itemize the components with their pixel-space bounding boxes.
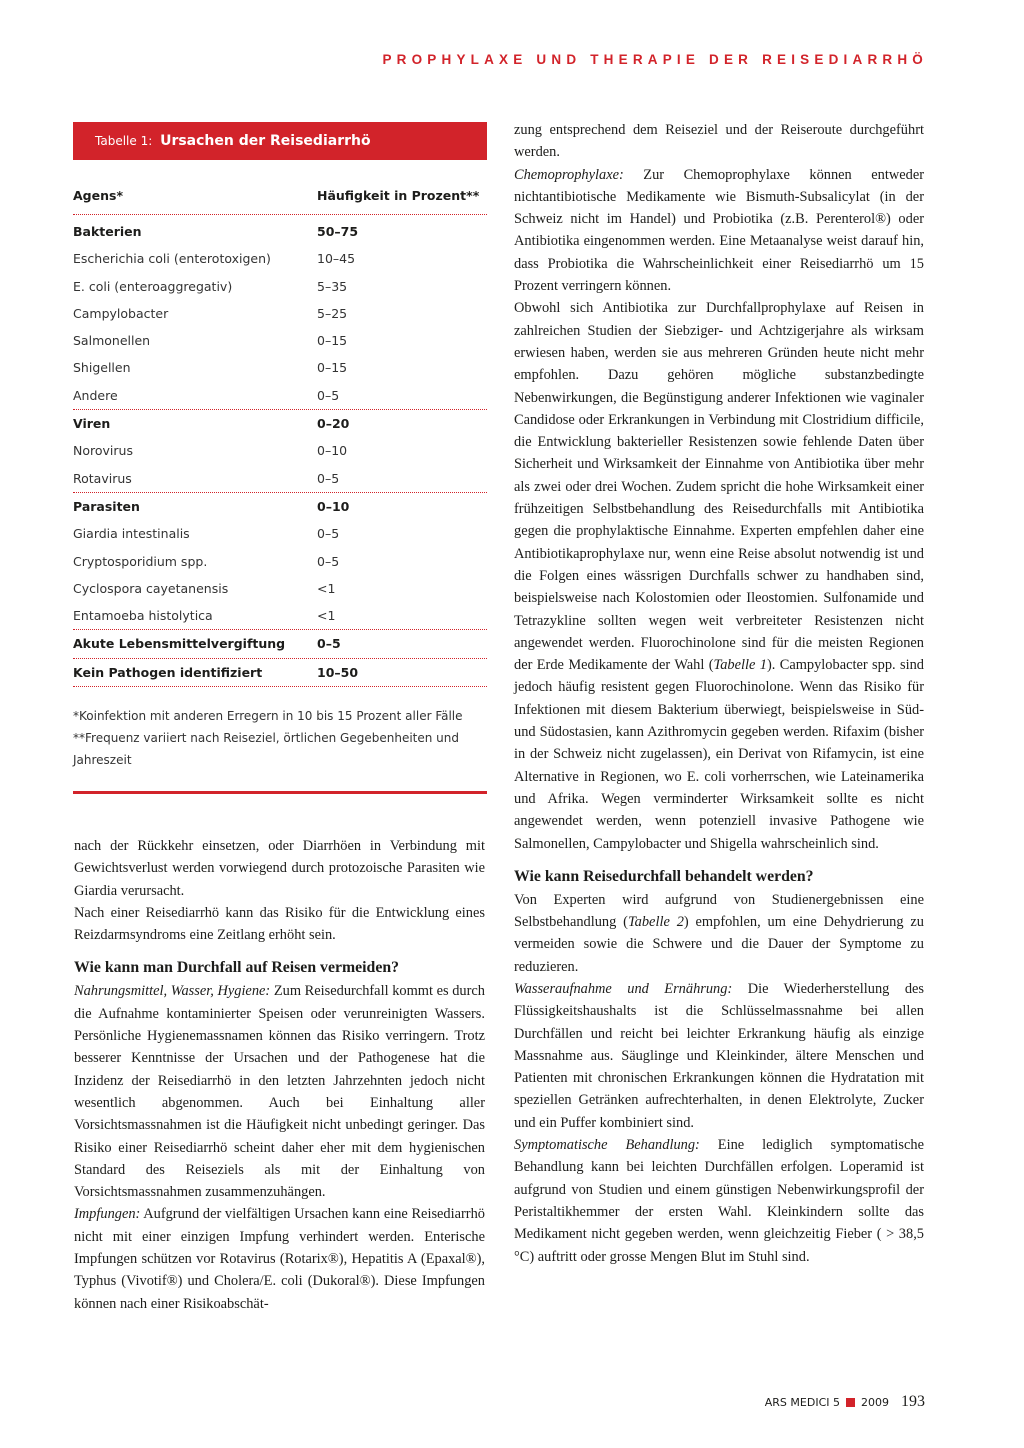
table-header-frequency: Häufigkeit in Prozent** <box>317 188 480 203</box>
paragraph: nach der Rückkehr einsetzen, oder Diarrhöen in Verbindung mit Gewichtsverlust werden vorwiegend durch protozoische Parasiten wie Giardia verursacht. <box>74 838 485 899</box>
paragraph: Impfungen: Aufgrund der vielfältigen Ursachen kann eine Reisediarrhö nicht mit einer einzigen Impfung verhindert werden. Enterische Impfungen schützen vor Rotavirus (Rotarix®), Hepatitis A (Epaxal®), Typhus (Vivotif®) und Cholera/E. coli (Dukoral®). Diese Impfungen können nach einer Risikoabschät- <box>74 1206 485 1312</box>
right-column-text <box>514 119 924 1268</box>
table-row <box>73 245 487 272</box>
table-cell-frequency: 0–5 <box>317 387 340 403</box>
table-cell-agens: Salmonellen <box>73 333 151 349</box>
table-cell-frequency: 0–10 <box>317 443 348 459</box>
table-cell-frequency: 5–25 <box>317 305 348 321</box>
table-row <box>73 437 487 464</box>
table-cell-agens: Kein Pathogen identifiziert <box>73 664 263 680</box>
table-cell-frequency: <1 <box>317 580 336 596</box>
table-row <box>73 327 487 354</box>
paragraph: Nahrungsmittel, Wasser, Hygiene: Zum Reisedurchfall kommt es durch die Aufnahme kontaminierter Speisen oder verunreinigten Wassers. Persönliche Hygienemassnamen können das Risiko verringern. Trotz besserer Kenntnisse der Ursachen und der Pathogenese hat die Inzidenz der Reisediarrhö in den letzten Jahrzehnten jedoch nicht wesentlich abgenommen. Auch bei Einhaltung aller Vorsichtsmassnahmen ist die Häufigkeit nicht unbedingt geringer. Das Risiko einer Reisediarrhö scheint daher eher mit dem hygienischen Standard des Reiseziels als mit der Einhaltung von Vorsichtsmassnahmen zusammenzuhängen. <box>74 983 485 1201</box>
table-cell-agens: Escherichia coli (enterotoxigen) <box>73 251 271 267</box>
table-cell-frequency: 10–45 <box>317 251 356 267</box>
table-row <box>73 493 487 520</box>
table-cell-frequency: 0–5 <box>317 636 341 652</box>
table-cell-frequency: 0–5 <box>317 553 340 569</box>
table-header-agens: Agens* <box>73 188 123 203</box>
table-title: Ursachen der Reisediarrhö <box>160 133 371 149</box>
table-cell-frequency: 0–15 <box>317 333 348 349</box>
table-cell-frequency: 0–15 <box>317 360 348 376</box>
table-1 <box>73 122 487 794</box>
table-row <box>73 465 487 493</box>
table-row <box>73 300 487 327</box>
left-column-text <box>74 835 485 1315</box>
table-cell-agens: Shigellen <box>73 360 131 376</box>
table-row <box>73 575 487 602</box>
table-cell-agens: Cryptosporidium spp. <box>73 553 208 569</box>
table-row <box>73 548 487 575</box>
table-row <box>73 410 487 437</box>
table-cell-agens: Parasiten <box>73 498 140 514</box>
paragraph: Chemoprophylaxe: Zur Chemoprophylaxe können entweder nichtantibiotische Medikamente wie Bismuth-Subsalicylat (in der Schweiz nicht im Handel) und Probiotika (z.B. Perenterol®) oder Antibiotika eingenommen werden. Eine Metaanalyse weist darauf hin, dass Probiotika die Wahrscheinlichkeit einer Reisediarrhö um 15 Prozent verringern können. <box>514 166 924 295</box>
paragraph: zung entsprechend dem Reiseziel und der Reiseroute durchgeführt werden. <box>514 122 924 161</box>
table-cell-agens: Norovirus <box>73 443 133 459</box>
table-cell-agens: Rotavirus <box>73 470 132 486</box>
table-body <box>73 218 487 687</box>
paragraph: Obwohl sich Antibiotika zur Durchfallprophylaxe auf Reisen in zahlreichen Studien der Siebziger- und Achtzigerjahre als wirksam erwiesen haben, werden sie aus mehreren Gründen heute nicht mehr empfohlen. Dazu gehören mögliche substanzbedingte Nebenwirkungen, die Begünstigung anderer Infektionen wie vaginaler Candidose oder Erkrankungen in Verbindung mit Clostridium difficile, die Entwicklung bakterieller Resistenzen sowie fehlende Daten über Sicherheit und Wirksamkeit der Einnahme von Antibiotika über mehr als zwei oder drei Wochen. Zudem spricht die hohe Wirksamkeit einer frühzeitigen Selbstbehandlung des Reisedurchfalls mit Antibiotika gegen die prophylaktische Einnahme. Experten empfehlen daher eine Antibiotikaprophylaxe nur, wenn eine Reise absolut notwendig ist und die Folgen eines wässrigen Durchfalls schwer zu handhaben sind, beispielsweise nach Kolostomien oder Ileostomien. Sulfonamide und Tetrazykline sollten wegen weit verbreiteter Resistenzen nicht angewendet werden. Fluorochinolone sind für die meisten Regionen der Erde Medikamente der Wahl (Tabelle 1). Campylobacter spp. sind jedoch häufig resistent gegen Fluorochinolone. Wenn das Risiko für Infektionen mit diesem Bakterium überwiegt, beispielsweise in Süd- und Südostasien, kann Azithromycin gegeben werden. Rifaxim (bisher in der Schweiz nicht zugelassen), ein Derivat von Rifamycin, ist eine Alternative in Regionen, wo E. coli vorherrschen, wie Lateinamerika und Afrika. Wegen verminderter Wirksamkeit sollte es nicht angewendet werden, wenn potenziell invasive Pathogene wie Salmonellen, Campylobacter und Shigella wahrscheinlich sind. <box>514 300 924 852</box>
table-title-bar <box>73 122 487 160</box>
table-cell-frequency: 0–5 <box>317 470 340 486</box>
paragraph: Von Experten wird aufgrund von Studienergebnissen eine Selbstbehandlung (Tabelle 2) empfohlen, um eine Dehydrierung zu vermeiden sowie die Schwere und die Dauer der Symptome zu reduzieren. <box>514 891 924 975</box>
table-cell-agens: Entamoeba histolytica <box>73 608 213 624</box>
red-square-icon <box>846 1398 855 1407</box>
table-row <box>73 273 487 300</box>
table-cell-agens: Andere <box>73 387 118 403</box>
table-cell-agens: E. coli (enteroaggregativ) <box>73 278 233 294</box>
table-row <box>73 218 487 245</box>
table-row <box>73 520 487 547</box>
table-cell-frequency: 0–5 <box>317 526 340 542</box>
section-heading: Wie kann man Durchfall auf Reisen vermeiden? <box>74 959 400 977</box>
table-cell-agens: Campylobacter <box>73 305 169 321</box>
journal-name: ARS MEDICI 5 <box>764 1395 840 1409</box>
table-row <box>73 630 487 658</box>
table-row <box>73 659 487 687</box>
page-footer <box>765 1393 925 1411</box>
paragraph: Nach einer Reisediarrhö kann das Risiko für die Entwicklung eines Reizdarmsyndroms eine Zeitlang erhöht sein. <box>74 904 485 944</box>
table-cell-agens: Viren <box>73 416 111 432</box>
table-cell-agens: Giardia intestinalis <box>73 526 190 542</box>
table-footnotes <box>73 705 487 771</box>
table-cell-frequency: <1 <box>317 608 336 624</box>
table-cell-frequency: 5–35 <box>317 278 348 294</box>
page-number: 193 <box>901 1393 925 1410</box>
journal-year: 2009 <box>861 1395 889 1409</box>
table-cell-frequency: 0–10 <box>317 498 350 514</box>
table-cell-frequency: 50–75 <box>317 224 359 239</box>
section-heading: Wie kann Reisedurchfall behandelt werden? <box>514 867 814 885</box>
table-footnote-1: *Koinfektion mit anderen Erregern in 10 bis 15 Prozent aller Fälle <box>73 709 463 724</box>
table-cell-agens: Akute Lebensmittelvergiftung <box>73 636 286 652</box>
table-row <box>73 354 487 381</box>
table-row <box>73 602 487 630</box>
table-cell-frequency: 0–20 <box>317 416 350 432</box>
table-cell-agens: Bakterien <box>73 224 142 239</box>
table-cell-agens: Cyclospora cayetanensis <box>73 580 229 596</box>
table-label: Tabelle 1: <box>95 134 153 148</box>
table-row <box>73 382 487 410</box>
paragraph: Wasseraufnahme und Ernährung: Die Wiederherstellung des Flüssigkeitshaushalts ist die Schlüsselmassnahme bei allen Durchfällen und reicht bei leichter Erkrankung häufig als einzige Massnahme aus. Säuglinge und Kleinkinder, ältere Menschen und Patienten mit chronischen Erkrankungen können die Hydratation mit speziellen Getränken aufrechterhalten, in denen Elektrolyte, Zucker und ein Puffer kombiniert sind. <box>514 980 925 1131</box>
table-header-row <box>73 188 487 215</box>
running-header: PROPHYLAXE UND THERAPIE DER REISEDIARRHÖ <box>382 52 928 67</box>
table-footnote-2: **Frequenz variiert nach Reiseziel, örtlichen Gegebenheiten und Jahreszeit <box>73 731 460 768</box>
paragraph: Symptomatische Behandlung: Eine lediglich symptomatische Behandlung kann bei leichten Durchfällen erfolgen. Loperamid ist aufgrund von Studien und einem günstigen Nebenwirkungsprofil der Peristaltikhemmer der ersten Wahl. Kleinkindern sollte das Medikament nicht gegeben werden, wenn gleichzeitig Fieber ( > 38,5 °C) auftritt oder grosse Mengen Blut im Stuhl sind. <box>514 1137 924 1265</box>
table-bottom-rule <box>73 791 487 794</box>
table-cell-frequency: 10–50 <box>317 664 359 680</box>
